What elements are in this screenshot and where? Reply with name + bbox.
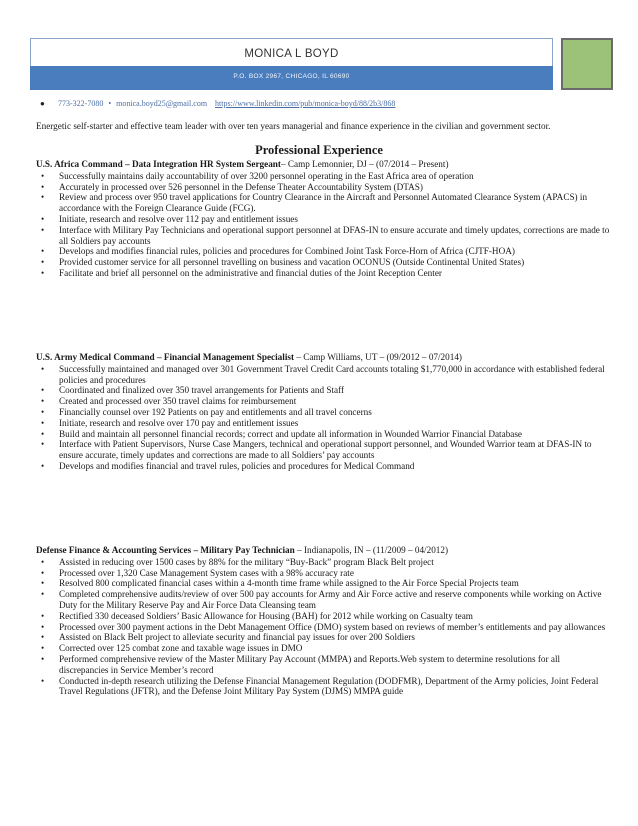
list-item: • Provided customer service for all personnel travelling on business and vacation OCONUS (Outside Continental United States) — [36, 257, 610, 268]
job-bullet-list — [36, 171, 610, 279]
phone-number[interactable]: 773-322-7080 — [58, 99, 104, 108]
address-bar — [30, 66, 553, 90]
list-item: • Created and processed over 350 travel claims for reimbursement — [36, 396, 610, 407]
list-item: • Assisted in reducing over 1500 cases by 88% for the military “Buy-Back” program Black Belt project — [36, 557, 610, 568]
job-heading — [36, 545, 610, 556]
list-item: • Successfully maintained and managed over 301 Government Travel Credit Card accounts totaling $1,770,000 in accordance with established federal policies and procedures — [36, 364, 610, 386]
linkedin-link[interactable]: https://www.linkedin.com/pub/monica-boyd/88/2b3/868 — [215, 99, 396, 108]
list-item: • Review and process over 950 travel applications for Country Clearance in the Aircraft and Personnel Automated Clearance System (APACS) in accordance with the Foreign Clearance Guide (FCG). — [36, 192, 610, 214]
job-entry-3 — [36, 545, 610, 697]
list-item: • Processed over 300 payment actions in the Debt Management Office (DMO) system based on reviews of member’s entitlements and pay allowances — [36, 622, 610, 633]
job-title: Defense Finance & Accounting Services – Military Pay Technician — [36, 545, 295, 555]
list-item: • Performed comprehensive review of the Master Military Pay Account (MMPA) and Reports.Web system to determine resolutions for all discrepancies in Service Member’s record — [36, 654, 610, 676]
job-details: – Camp Williams, UT – (09/2012 – 07/2014) — [294, 352, 462, 362]
list-item: • Financially counsel over 192 Patients on pay and entitlements and all travel concerns — [36, 407, 610, 418]
list-item: • Processed over 1,320 Case Management System cases with a 98% accuracy rate — [36, 568, 610, 579]
mailing-address: P.O. BOX 2967, CHICAGO, IL 60690 — [233, 73, 350, 80]
job-heading — [36, 352, 610, 363]
job-details: – Indianapolis, IN – (11/2009 – 04/2012) — [294, 545, 449, 555]
list-item: • Develops and modifies financial rules, policies and procedures for Combined Joint Task Force-Horn of Africa (CJTF-HOA) — [36, 246, 610, 257]
email-address[interactable]: monica.boyd25@gmail.com — [116, 99, 208, 108]
list-item: • Completed comprehensive audits/review of over 500 pay accounts for Army and Air Force active and reserve components while working on Active Duty for the Military Reserve Pay and Air Force Data Cleansing team — [36, 589, 610, 611]
job-bullet-list — [36, 557, 610, 697]
job-heading — [36, 159, 610, 170]
list-item: • Rectified 330 deceased Soldiers’ Basic Allowance for Housing (BAH) for 2012 while working on Casualty team — [36, 611, 610, 622]
list-item: • Facilitate and brief all personnel on the administrative and financial duties of the Joint Reception Center — [36, 268, 610, 279]
bullet-icon: ● — [40, 99, 45, 108]
list-item: • Accurately in processed over 526 personnel in the Defense Theater Accountability System (DTAS) — [36, 182, 610, 193]
contact-separator: • — [108, 99, 112, 108]
candidate-name: MONICA L BOYD — [244, 48, 339, 60]
job-entry-1 — [36, 159, 610, 279]
summary-statement: Energetic self-starter and effective team leader with over ten years managerial and finance experience in the civilian and government sector. — [36, 121, 551, 131]
list-item: • Initiate, research and resolve over 170 pay and entitlement issues — [36, 418, 610, 429]
section-title-experience: Professional Experience — [255, 143, 383, 157]
list-item: • Conducted in-depth research utilizing the Defense Financial Management Regulation (DODFMR), Department of the Army policies, Joint Federal Travel Regulations (JFTR), and the Defense Joint Military Pay System (DJMS) MMPA guide — [36, 676, 610, 698]
list-item: • Resolved 800 complicated financial cases within a 4-month time frame while assigned to the Air Force Special Projects team — [36, 578, 610, 589]
photo-placeholder — [561, 38, 613, 90]
list-item: • Coordinated and finalized over 350 travel arrangements for Patients and Staff — [36, 385, 610, 396]
list-item: • Initiate, research and resolve over 112 pay and entitlement issues — [36, 214, 610, 225]
list-item: • Interface with Patient Supervisors, Nurse Case Mangers, technical and operational support personnel, and Wounded Warrior team at DFAS-IN to ensure accurate, timely updates and corrections are made to all Soldiers’ pay accounts — [36, 439, 610, 461]
list-item: • Interface with Military Pay Technicians and operational support personnel at DFAS-IN to ensure accurate and timely updates, corrections are made to all Soldiers pay accounts — [36, 225, 610, 247]
contact-line — [40, 99, 396, 108]
job-title: U.S. Africa Command – Data Integration HR System Sergeant — [36, 159, 281, 169]
list-item: • Build and maintain all personnel financial records; correct and update all information in Wounded Warrior Financial Database — [36, 429, 610, 440]
job-details: – Camp Lemonnier, DJ – (07/2014 – Present) — [280, 159, 449, 169]
list-item: • Assisted on Black Belt project to alleviate security and financial pay issues for over 200 Soldiers — [36, 632, 610, 643]
list-item: • Corrected over 125 combat zone and taxable wage issues in DMO — [36, 643, 610, 654]
job-entry-2 — [36, 352, 610, 472]
job-bullet-list — [36, 364, 610, 472]
job-title: U.S. Army Medical Command – Financial Management Specialist — [36, 352, 295, 362]
list-item: • Successfully maintains daily accountability of over 3200 personnel operating in the East Africa area of operation — [36, 171, 610, 182]
list-item: • Develops and modifies financial and travel rules, policies and procedures for Medical Command — [36, 461, 610, 472]
